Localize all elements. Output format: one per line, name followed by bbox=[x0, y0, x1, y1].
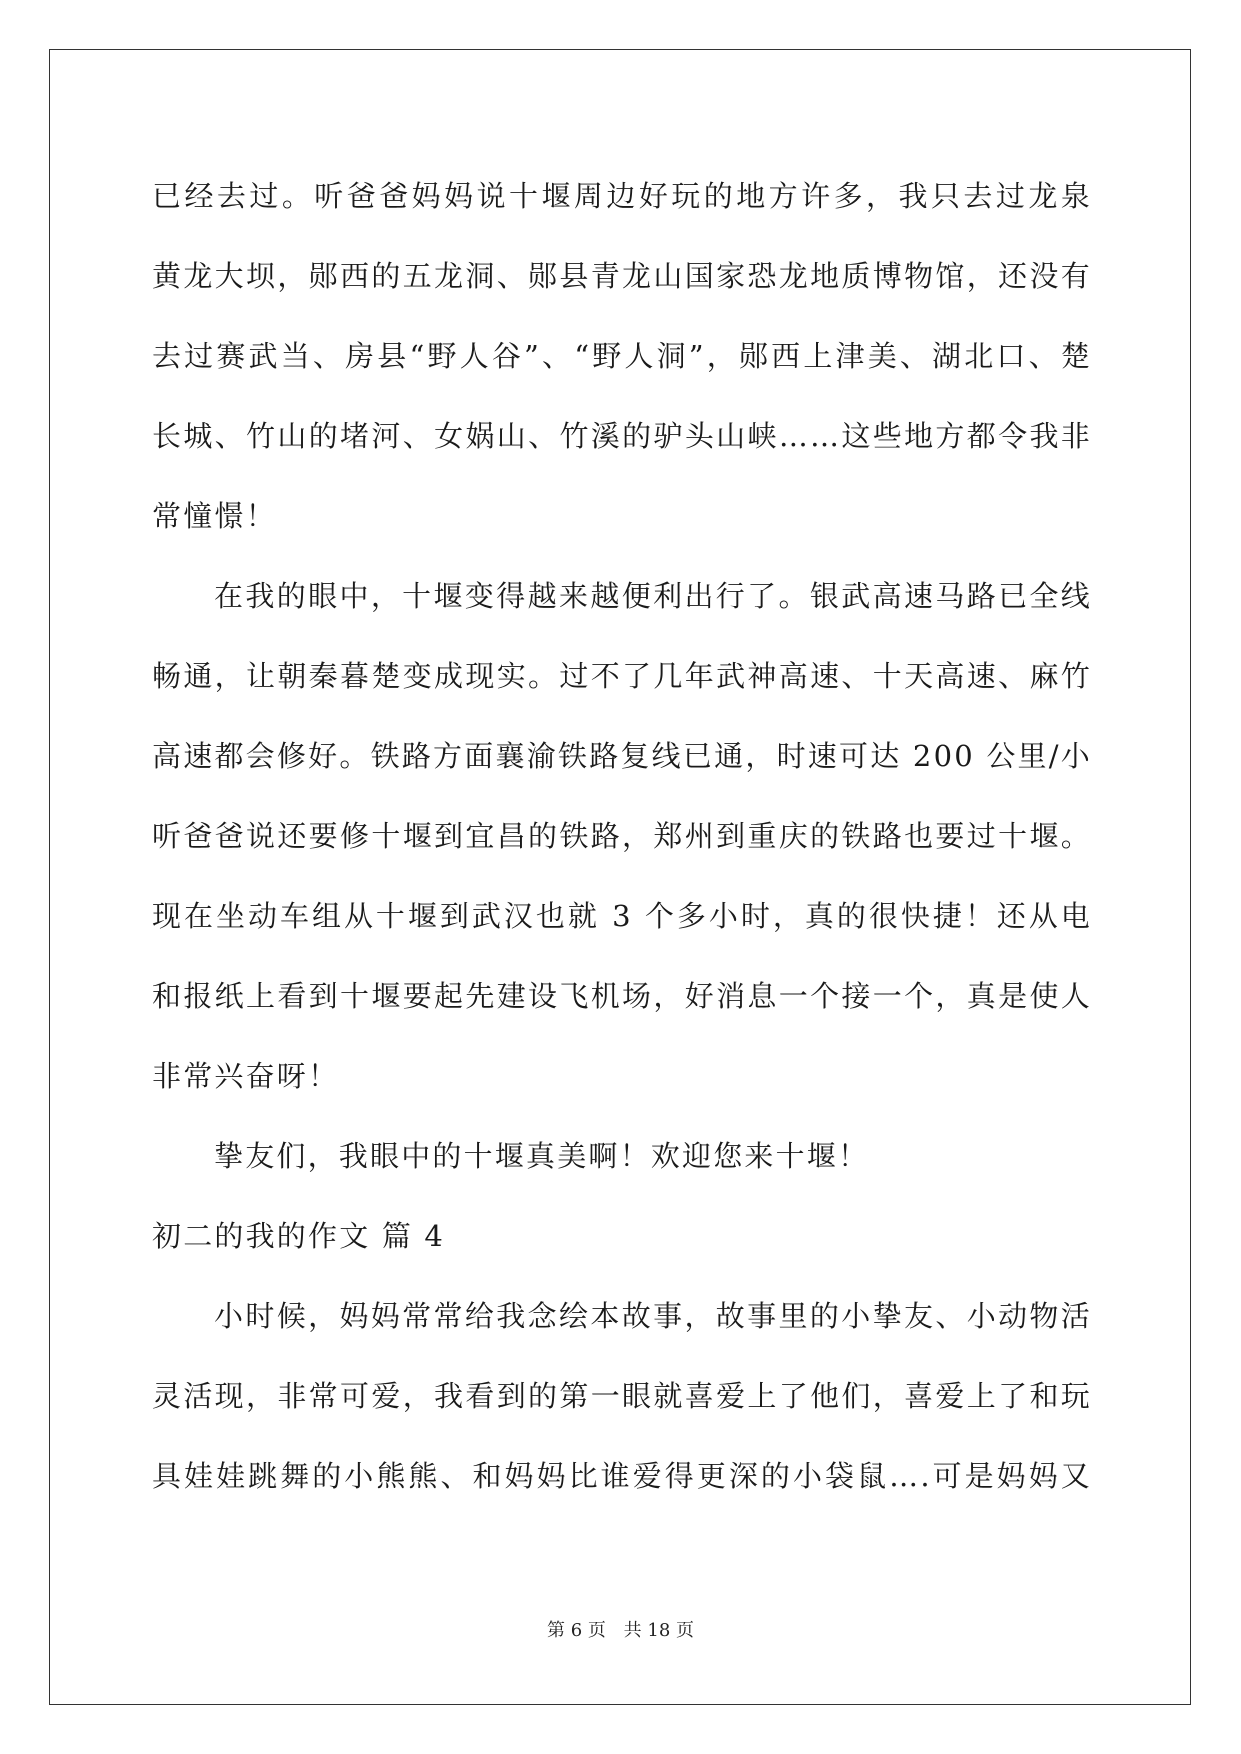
paragraph-line: 听爸爸说还要修十堰到宜昌的铁路，郑州到重庆的铁路也要过十堰。 bbox=[152, 819, 1092, 853]
page-number: 第 6 页 bbox=[547, 1620, 606, 1641]
paragraph-line: 现在坐动车组从十堰到武汉也就 3 个多小时，真的很快捷！还从电 bbox=[152, 899, 1092, 933]
paragraph-line: 长城、竹山的堵河、女娲山、竹溪的驴头山峡……这些地方都令我非 bbox=[152, 419, 1092, 453]
paragraph-line: 去过赛武当、房县“野人谷”、“野人洞”，郧西上津美、湖北口、楚 bbox=[152, 339, 1092, 373]
paragraph-line: 在我的眼中，十堰变得越来越便利出行了。银武高速马路已全线 bbox=[214, 579, 1092, 613]
paragraph-line: 畅通，让朝秦暮楚变成现实。过不了几年武神高速、十天高速、麻竹 bbox=[152, 659, 1092, 693]
paragraph-line: 已经去过。听爸爸妈妈说十堰周边好玩的地方许多，我只去过龙泉 bbox=[152, 179, 1092, 213]
paragraph-line: 灵活现，非常可爱，我看到的第一眼就喜爱上了他们，喜爱上了和玩 bbox=[152, 1379, 1092, 1413]
page-total: 共 18 页 bbox=[623, 1620, 694, 1641]
paragraph-line: 黄龙大坝，郧西的五龙洞、郧县青龙山国家恐龙地质博物馆，还没有 bbox=[152, 259, 1092, 293]
paragraph-line: 具娃娃跳舞的小熊熊、和妈妈比谁爱得更深的小袋鼠….可是妈妈又 bbox=[152, 1459, 1092, 1493]
paragraph-line: 小时候，妈妈常常给我念绘本故事，故事里的小挚友、小动物活 bbox=[214, 1299, 1092, 1333]
page-footer bbox=[0, 1616, 1241, 1642]
document-body bbox=[152, 156, 1092, 1516]
paragraph-line: 非常兴奋呀！ bbox=[152, 1059, 340, 1093]
paragraph-line: 和报纸上看到十堰要起先建设飞机场，好消息一个接一个，真是使人 bbox=[152, 979, 1092, 1013]
paragraph-line: 常憧憬！ bbox=[152, 499, 277, 533]
paragraph-line: 挚友们，我眼中的十堰真美啊！欢迎您来十堰！ bbox=[214, 1139, 870, 1173]
section-heading: 初二的我的作文 篇 4 bbox=[152, 1219, 446, 1253]
paragraph-line: 高速都会修好。铁路方面襄渝铁路复线已通，时速可达 200 公里/小 bbox=[152, 739, 1092, 773]
